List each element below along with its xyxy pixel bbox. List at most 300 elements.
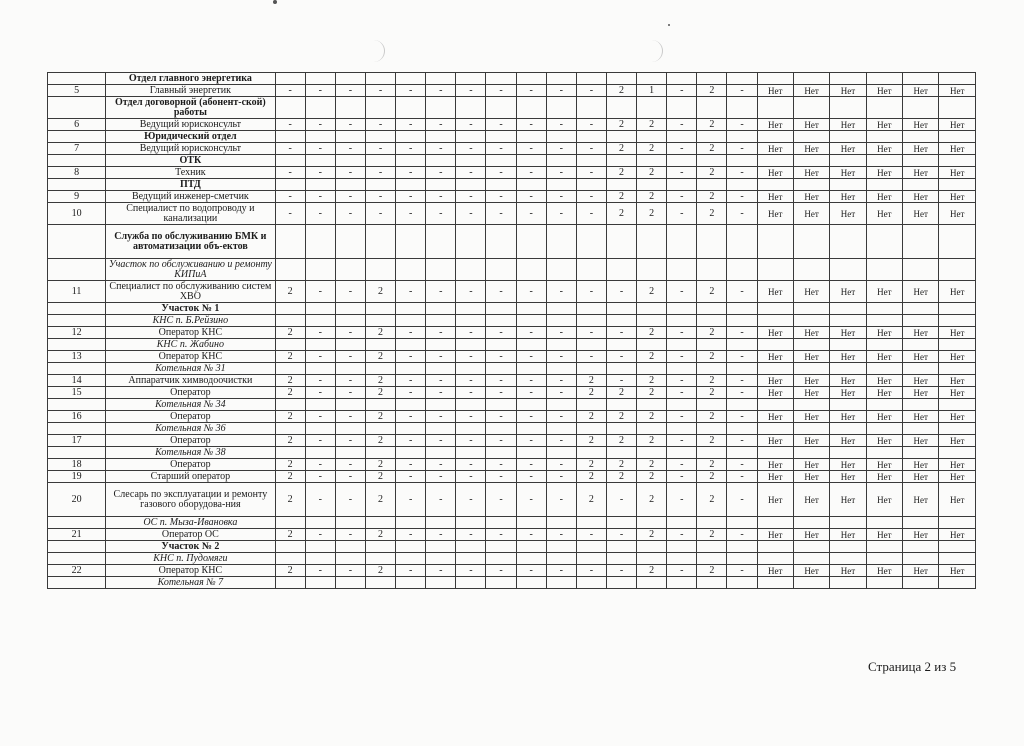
yes-no-cell: Нет (830, 565, 866, 577)
value-cell (426, 517, 456, 529)
value-cell (305, 577, 335, 589)
value-cell: - (546, 471, 576, 483)
yes-no-cell: Нет (757, 203, 793, 225)
yes-no-cell (866, 447, 902, 459)
row-number (48, 73, 106, 85)
yes-no-cell (866, 225, 902, 259)
row-number (48, 259, 106, 281)
scan-speck (668, 24, 670, 26)
yes-no-cell: Нет (830, 471, 866, 483)
value-cell: - (305, 375, 335, 387)
yes-no-cell (830, 179, 866, 191)
value-cell: - (426, 529, 456, 541)
value-cell: - (275, 119, 305, 131)
value-cell (456, 315, 486, 327)
value-cell (576, 303, 606, 315)
value-cell: - (486, 459, 516, 471)
value-cell: - (727, 281, 757, 303)
value-cell (305, 179, 335, 191)
value-cell: - (456, 411, 486, 423)
value-cell (546, 315, 576, 327)
yes-no-cell: Нет (793, 281, 829, 303)
yes-no-cell: Нет (793, 191, 829, 203)
value-cell: - (396, 191, 426, 203)
value-cell: - (516, 471, 546, 483)
value-cell (486, 179, 516, 191)
value-cell (486, 259, 516, 281)
value-cell (606, 73, 636, 85)
value-cell: - (727, 167, 757, 179)
row-number (48, 315, 106, 327)
value-cell: - (305, 483, 335, 517)
yes-no-cell (866, 517, 902, 529)
value-cell: - (456, 387, 486, 399)
value-cell (305, 97, 335, 119)
value-cell: - (667, 119, 697, 131)
value-cell: 2 (365, 565, 395, 577)
row-number (48, 131, 106, 143)
yes-no-cell (866, 423, 902, 435)
value-cell: - (305, 459, 335, 471)
yes-no-cell: Нет (757, 327, 793, 339)
yes-no-cell: Нет (939, 167, 976, 179)
value-cell (426, 97, 456, 119)
value-cell (727, 259, 757, 281)
value-cell (456, 363, 486, 375)
yes-no-cell: Нет (830, 281, 866, 303)
value-cell: - (486, 191, 516, 203)
value-cell: - (576, 351, 606, 363)
value-cell (667, 259, 697, 281)
yes-no-cell: Нет (793, 529, 829, 541)
yes-no-cell (939, 259, 976, 281)
yes-no-cell (757, 517, 793, 529)
value-cell: 2 (275, 459, 305, 471)
value-cell (456, 399, 486, 411)
value-cell: - (546, 281, 576, 303)
value-cell: - (335, 143, 365, 155)
yes-no-cell (830, 447, 866, 459)
value-cell (516, 97, 546, 119)
yes-no-cell (939, 553, 976, 565)
value-cell (396, 131, 426, 143)
value-cell (637, 303, 667, 315)
value-cell: - (365, 167, 395, 179)
value-cell: - (727, 351, 757, 363)
subsection-row (48, 399, 976, 411)
value-cell: 2 (576, 411, 606, 423)
value-cell (727, 577, 757, 589)
value-cell: - (396, 565, 426, 577)
value-cell: - (667, 375, 697, 387)
yes-no-cell (903, 259, 939, 281)
yes-no-cell: Нет (830, 411, 866, 423)
yes-no-cell (830, 131, 866, 143)
section-header-row (48, 541, 976, 553)
value-cell (486, 541, 516, 553)
value-cell: 2 (637, 565, 667, 577)
section-title: Отдел главного энергетика (106, 73, 275, 85)
yes-no-cell (793, 225, 829, 259)
value-cell (727, 73, 757, 85)
yes-no-cell: Нет (866, 565, 902, 577)
value-cell (305, 399, 335, 411)
value-cell (516, 399, 546, 411)
yes-no-cell (866, 155, 902, 167)
value-cell: - (486, 85, 516, 97)
yes-no-cell: Нет (757, 351, 793, 363)
value-cell: 2 (697, 327, 727, 339)
punch-hole-mark (372, 40, 385, 62)
value-cell: - (727, 85, 757, 97)
table-row (48, 351, 976, 363)
yes-no-cell (866, 553, 902, 565)
value-cell (727, 363, 757, 375)
value-cell: 2 (365, 351, 395, 363)
value-cell (275, 423, 305, 435)
yes-no-cell (757, 225, 793, 259)
value-cell (576, 399, 606, 411)
yes-no-cell (830, 399, 866, 411)
yes-no-cell: Нет (939, 459, 976, 471)
yes-no-cell: Нет (939, 351, 976, 363)
value-cell (335, 303, 365, 315)
yes-no-cell (757, 553, 793, 565)
value-cell (275, 315, 305, 327)
value-cell (275, 541, 305, 553)
value-cell (456, 73, 486, 85)
value-cell (546, 97, 576, 119)
value-cell (606, 259, 636, 281)
value-cell (426, 423, 456, 435)
subsection-row (48, 423, 976, 435)
value-cell (546, 447, 576, 459)
yes-no-cell: Нет (830, 483, 866, 517)
value-cell: 2 (697, 375, 727, 387)
value-cell (667, 363, 697, 375)
value-cell: - (516, 459, 546, 471)
row-number (48, 303, 106, 315)
yes-no-cell: Нет (939, 435, 976, 447)
value-cell (335, 131, 365, 143)
value-cell: - (516, 327, 546, 339)
yes-no-cell (757, 179, 793, 191)
value-cell (606, 97, 636, 119)
section-title: Отдел договорной (абонент-ской) работы (106, 97, 275, 119)
value-cell (365, 517, 395, 529)
value-cell (456, 225, 486, 259)
yes-no-cell: Нет (866, 459, 902, 471)
table-row (48, 529, 976, 541)
position-name: Главный энергетик (106, 85, 275, 97)
value-cell: - (305, 435, 335, 447)
value-cell: - (335, 351, 365, 363)
value-cell (727, 315, 757, 327)
subsection-title: КНС п. Пудомяги (106, 553, 275, 565)
value-cell: - (486, 327, 516, 339)
yes-no-cell (939, 339, 976, 351)
value-cell: - (456, 281, 486, 303)
yes-no-cell: Нет (866, 375, 902, 387)
value-cell: 2 (697, 351, 727, 363)
value-cell: 2 (637, 387, 667, 399)
value-cell: - (426, 459, 456, 471)
value-cell: - (667, 471, 697, 483)
value-cell (486, 363, 516, 375)
value-cell (727, 423, 757, 435)
yes-no-cell: Нет (903, 119, 939, 131)
row-number: 20 (48, 483, 106, 517)
value-cell (396, 447, 426, 459)
value-cell (305, 73, 335, 85)
yes-no-cell: Нет (903, 143, 939, 155)
row-number: 13 (48, 351, 106, 363)
value-cell: 2 (365, 483, 395, 517)
value-cell (396, 179, 426, 191)
yes-no-cell (757, 363, 793, 375)
position-name: Специалист по обслуживанию систем ХВО (106, 281, 275, 303)
yes-no-cell (866, 259, 902, 281)
value-cell: 2 (275, 435, 305, 447)
value-cell (365, 447, 395, 459)
yes-no-cell (830, 303, 866, 315)
section-title: Участок № 1 (106, 303, 275, 315)
yes-no-cell: Нет (757, 529, 793, 541)
yes-no-cell (793, 303, 829, 315)
yes-no-cell (757, 97, 793, 119)
row-number (48, 541, 106, 553)
table-row (48, 143, 976, 155)
row-number: 18 (48, 459, 106, 471)
value-cell (697, 517, 727, 529)
value-cell: - (305, 411, 335, 423)
value-cell: - (335, 565, 365, 577)
yes-no-cell (903, 447, 939, 459)
value-cell: - (305, 471, 335, 483)
value-cell (275, 73, 305, 85)
row-number: 10 (48, 203, 106, 225)
yes-no-cell (830, 97, 866, 119)
value-cell: 2 (637, 351, 667, 363)
value-cell: - (667, 351, 697, 363)
value-cell: 2 (606, 143, 636, 155)
value-cell (667, 423, 697, 435)
yes-no-cell (793, 131, 829, 143)
yes-no-cell: Нет (939, 387, 976, 399)
value-cell: - (606, 281, 636, 303)
value-cell: 2 (606, 459, 636, 471)
value-cell: 2 (637, 483, 667, 517)
value-cell: - (305, 281, 335, 303)
yes-no-cell (830, 517, 866, 529)
yes-no-cell: Нет (793, 411, 829, 423)
value-cell (667, 447, 697, 459)
value-cell: - (426, 327, 456, 339)
yes-no-cell: Нет (939, 203, 976, 225)
yes-no-cell: Нет (830, 351, 866, 363)
value-cell: - (727, 459, 757, 471)
value-cell (727, 541, 757, 553)
value-cell (697, 179, 727, 191)
value-cell: 2 (697, 483, 727, 517)
value-cell (637, 577, 667, 589)
value-cell: - (396, 375, 426, 387)
value-cell (456, 447, 486, 459)
position-name: Специалист по водопроводу и канализации (106, 203, 275, 225)
value-cell (606, 577, 636, 589)
value-cell (275, 259, 305, 281)
yes-no-cell (939, 423, 976, 435)
yes-no-cell (830, 339, 866, 351)
value-cell: - (516, 435, 546, 447)
row-number (48, 339, 106, 351)
value-cell: - (606, 351, 636, 363)
value-cell (486, 399, 516, 411)
value-cell (576, 155, 606, 167)
yes-no-cell: Нет (903, 327, 939, 339)
section-title: ПТД (106, 179, 275, 191)
value-cell: - (516, 483, 546, 517)
value-cell (516, 423, 546, 435)
value-cell (727, 517, 757, 529)
value-cell (275, 97, 305, 119)
value-cell (275, 179, 305, 191)
value-cell: 2 (637, 411, 667, 423)
yes-no-cell (866, 97, 902, 119)
yes-no-cell (866, 303, 902, 315)
value-cell (576, 315, 606, 327)
value-cell: - (305, 203, 335, 225)
table-row (48, 191, 976, 203)
value-cell (576, 517, 606, 529)
value-cell (546, 339, 576, 351)
value-cell: 2 (606, 85, 636, 97)
yes-no-cell: Нет (903, 411, 939, 423)
value-cell (335, 447, 365, 459)
value-cell (667, 155, 697, 167)
value-cell: - (396, 281, 426, 303)
yes-no-cell: Нет (866, 119, 902, 131)
value-cell (305, 131, 335, 143)
value-cell (426, 303, 456, 315)
value-cell (546, 423, 576, 435)
value-cell: 2 (697, 459, 727, 471)
value-cell (727, 553, 757, 565)
yes-no-cell: Нет (866, 435, 902, 447)
yes-no-cell: Нет (757, 281, 793, 303)
value-cell (275, 517, 305, 529)
value-cell: - (576, 119, 606, 131)
position-name: Оператор (106, 387, 275, 399)
value-cell: - (456, 471, 486, 483)
yes-no-cell (939, 303, 976, 315)
yes-no-cell (903, 315, 939, 327)
yes-no-cell (903, 399, 939, 411)
value-cell: 2 (606, 471, 636, 483)
value-cell: - (335, 483, 365, 517)
yes-no-cell: Нет (830, 119, 866, 131)
value-cell: 2 (275, 387, 305, 399)
value-cell (697, 97, 727, 119)
value-cell: - (606, 375, 636, 387)
value-cell: - (667, 387, 697, 399)
value-cell: - (667, 411, 697, 423)
table-row (48, 565, 976, 577)
value-cell (576, 423, 606, 435)
value-cell (637, 541, 667, 553)
value-cell: - (516, 191, 546, 203)
value-cell (546, 399, 576, 411)
value-cell (426, 577, 456, 589)
value-cell: - (305, 167, 335, 179)
value-cell: - (456, 167, 486, 179)
value-cell (667, 577, 697, 589)
value-cell (426, 553, 456, 565)
table-row (48, 375, 976, 387)
value-cell (667, 399, 697, 411)
value-cell: 2 (637, 375, 667, 387)
value-cell (667, 225, 697, 259)
value-cell (426, 399, 456, 411)
value-cell: 2 (637, 191, 667, 203)
value-cell: - (396, 411, 426, 423)
yes-no-cell (830, 553, 866, 565)
value-cell (576, 131, 606, 143)
value-cell (606, 303, 636, 315)
position-name: Ведущий юрисконсульт (106, 119, 275, 131)
value-cell: - (335, 529, 365, 541)
yes-no-cell (793, 339, 829, 351)
value-cell: - (335, 411, 365, 423)
scan-speck (273, 0, 277, 4)
yes-no-cell (866, 399, 902, 411)
value-cell: - (667, 281, 697, 303)
subsection-title: КНС п. Б.Рейзино (106, 315, 275, 327)
value-cell: 2 (606, 203, 636, 225)
value-cell: - (365, 143, 395, 155)
value-cell: - (486, 387, 516, 399)
yes-no-cell (757, 303, 793, 315)
yes-no-cell: Нет (903, 435, 939, 447)
value-cell (637, 517, 667, 529)
yes-no-cell (830, 577, 866, 589)
value-cell (275, 155, 305, 167)
yes-no-cell (903, 97, 939, 119)
row-number: 9 (48, 191, 106, 203)
value-cell (727, 131, 757, 143)
yes-no-cell (866, 541, 902, 553)
value-cell (426, 73, 456, 85)
value-cell (606, 553, 636, 565)
value-cell (396, 315, 426, 327)
value-cell: 2 (365, 459, 395, 471)
value-cell: 2 (637, 143, 667, 155)
yes-no-cell: Нет (866, 281, 902, 303)
value-cell (426, 259, 456, 281)
value-cell: 2 (697, 281, 727, 303)
table-row (48, 411, 976, 423)
value-cell: - (576, 143, 606, 155)
value-cell (365, 155, 395, 167)
value-cell: - (305, 191, 335, 203)
value-cell (576, 225, 606, 259)
subsection-title: Котельная № 7 (106, 577, 275, 589)
value-cell (456, 179, 486, 191)
row-number: 16 (48, 411, 106, 423)
value-cell (456, 303, 486, 315)
value-cell (456, 131, 486, 143)
subsection-row (48, 553, 976, 565)
